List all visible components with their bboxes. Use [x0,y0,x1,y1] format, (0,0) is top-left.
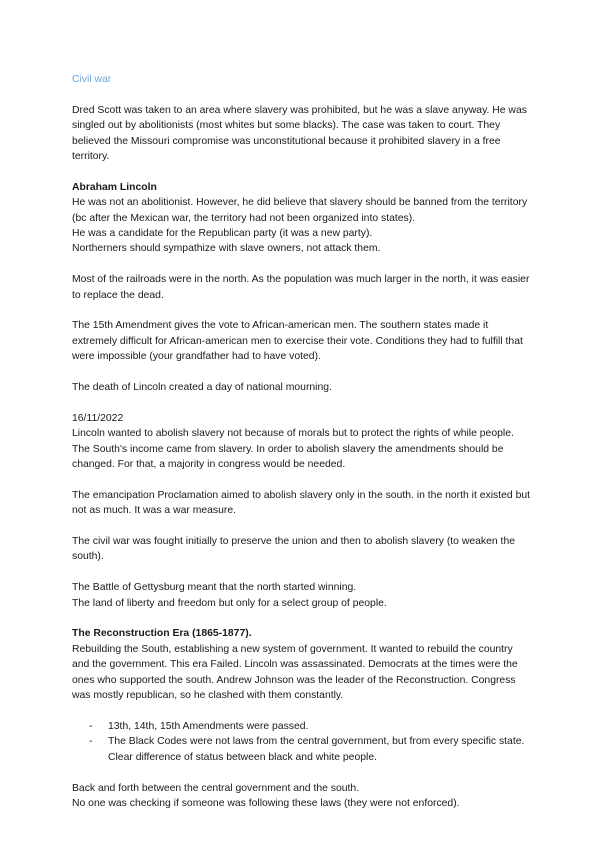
paragraph-death-of-lincoln: The death of Lincoln created a day of national mourning. [72,382,332,394]
bullet-list [72,719,532,765]
closing-line-2: No one was checking if someone was following these laws (they were not enforced). [72,797,460,809]
paragraph-civil-war: The civil war was fought initially to preserve the union and then to abolish slavery (to weaken the south). [72,536,515,563]
gettysburg-line-2: The land of liberty and freedom but only for a select group of people. [72,597,387,609]
section-gettysburg [72,580,532,611]
heading-reconstruction: The Reconstruction Era (1865-1877). [72,628,252,640]
paragraph-dred-scott: Dred Scott was taken to an area where slavery was prohibited, but he was a slave anyway. He was singled out by abolitionists (most whites but some blacks). The case was taken to court. They believed the Missouri compromise was unconstitutional because it prohibited slavery in a free territory. [72,104,527,163]
gettysburg-line-1: The Battle of Gettysburg meant that the north started winning. [72,582,357,594]
list-item [72,734,532,765]
document-title: Civil war [72,74,112,85]
closing-line-1: Back and forth between the central government and the south. [72,782,360,794]
section-reconstruction [72,626,532,703]
dash-bullet: - [89,736,93,748]
paragraph-railroads: Most of the railroads were in the north. As the population was much larger in the north, it was easier to replace the dead. [72,274,530,301]
section-closing [72,781,532,812]
lincoln-line-3: Northerners should sympathize with slave owners, not attack them. [72,243,381,255]
document-page [72,72,532,827]
list-item-text: The Black Codes were not laws from the central government, but from every specific state. Clear difference of status between black and white people. [108,736,525,763]
lincoln-line-1: He was not an abolitionist. However, he did believe that slavery should be banned from the territory (bc after the Mexican war, the territory had not been organized into states). [72,197,528,224]
heading-abraham-lincoln: Abraham Lincoln [72,181,157,193]
section-dated-notes [72,411,532,473]
list-item [72,719,532,734]
section-abraham-lincoln [72,180,532,257]
paragraph-15th-amendment: The 15th Amendment gives the vote to African-american men. The southern states made it extremely difficult for African-american men to exercise their vote. Conditions they had to fulfill that were impossible (your grandfather had to have voted). [72,320,523,363]
date-label: 16/11/2022 [72,412,124,424]
dash-bullet: - [89,720,93,732]
list-item-text: 13th, 14th, 15th Amendments were passed. [108,720,309,732]
paragraph-emancipation: The emancipation Proclamation aimed to abolish slavery only in the south. in the north it existed but not as much. It was a war measure. [72,489,531,517]
paragraph-reconstruction: Rebuilding the South, establishing a new system of government. It wanted to rebuild the country and the government. This era Failed. Lincoln was assassinated. Democrats at the times were the ones who supported the south. Andrew Johnson was the leader of the Reconstruction. Congress was mostly republican, so he clashed with them constantly. [72,643,518,702]
lincoln-line-2: He was a candidate for the Republican party (it was a new party). [72,228,373,240]
paragraph-abolish-slavery: Lincoln wanted to abolish slavery not because of morals but to protect the rights of while people. The South's income came from slavery. In order to abolish slavery the amendments should be changed. For that, a majority in congress would be needed. [72,428,514,471]
